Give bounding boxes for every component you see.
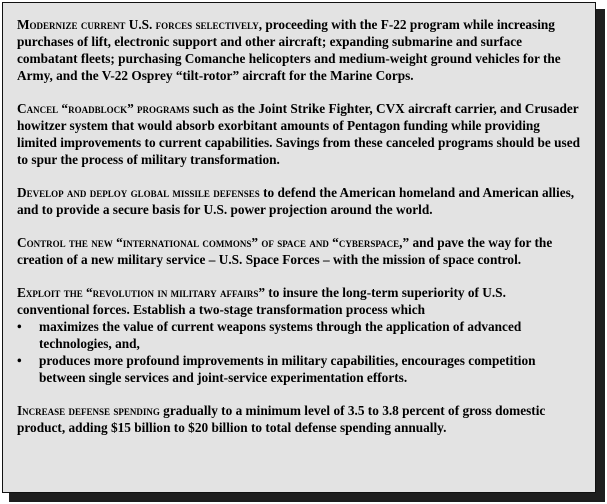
recommendation-missile-defense bbox=[17, 184, 581, 218]
recommendation-cancel bbox=[17, 100, 581, 168]
recommendation-lead: Control the new “international commons” of space and “cyberspace,” bbox=[17, 235, 410, 250]
recommendation-body: such as the Joint Strike Fighter, CVX aircraft carrier, and Crusader howitzer system that would absorb exorbitant amounts of Pentagon funding while providing limited improvements to current capabilities. Savings from these canceled programs should be used to spur the process of military transformation. bbox=[17, 101, 581, 167]
bullet-icon: • bbox=[17, 319, 22, 334]
bullet-item bbox=[17, 318, 581, 352]
bullet-text: maximizes the value of current weapons systems through the application of advanced technologies, and, bbox=[39, 319, 522, 351]
recommendation-lead: Cancel “roadblock” programs bbox=[17, 101, 190, 116]
bullet-item bbox=[17, 352, 581, 386]
recommendation-rma bbox=[17, 284, 581, 386]
recommendation-body: gradually to a minimum level of 3.5 to 3.8 percent of gross domestic product, adding $15 billion to $20 billion to total defense spending annually. bbox=[17, 403, 546, 435]
bullet-icon: • bbox=[17, 353, 22, 368]
recommendation-lead: Increase defense spending bbox=[17, 403, 160, 418]
recommendation-body: and pave the way for the creation of a new military service – U.S. Space Forces – with the mission of space control. bbox=[17, 235, 553, 267]
recommendation-lead: Develop and deploy global missile defenses bbox=[17, 185, 260, 200]
recommendation-modernize bbox=[17, 16, 581, 84]
bullet-text: produces more profound improvements in military capabilities, encourages competition between single services and joint-service experimentation efforts. bbox=[39, 353, 536, 385]
recommendation-space bbox=[17, 234, 581, 268]
recommendation-body: to defend the American homeland and American allies, and to provide a secure basis for U.S. power projection around the world. bbox=[17, 185, 575, 217]
recommendation-lead: Exploit the “revolution in military affairs” bbox=[17, 285, 265, 300]
bullet-list bbox=[17, 318, 581, 386]
recommendation-body: to insure the long-term superiority of U.S. conventional forces. Establish a two-stage transformation process which bbox=[17, 285, 506, 317]
recommendation-spending bbox=[17, 402, 581, 436]
recommendation-rma-text bbox=[17, 284, 581, 318]
recommendation-lead: Modernize current U.S. forces selectively, bbox=[17, 17, 263, 32]
recommendations-box bbox=[2, 2, 596, 493]
recommendation-body: proceeding with the F-22 program while increasing purchases of lift, electronic support and other aircraft; expanding submarine and surface combatant fleets; purchasing Comanche helicopters and medium-weight ground vehicles for the Army, and the V-22 Osprey “tilt-rotor” aircraft for the Marine Corps. bbox=[17, 17, 561, 83]
